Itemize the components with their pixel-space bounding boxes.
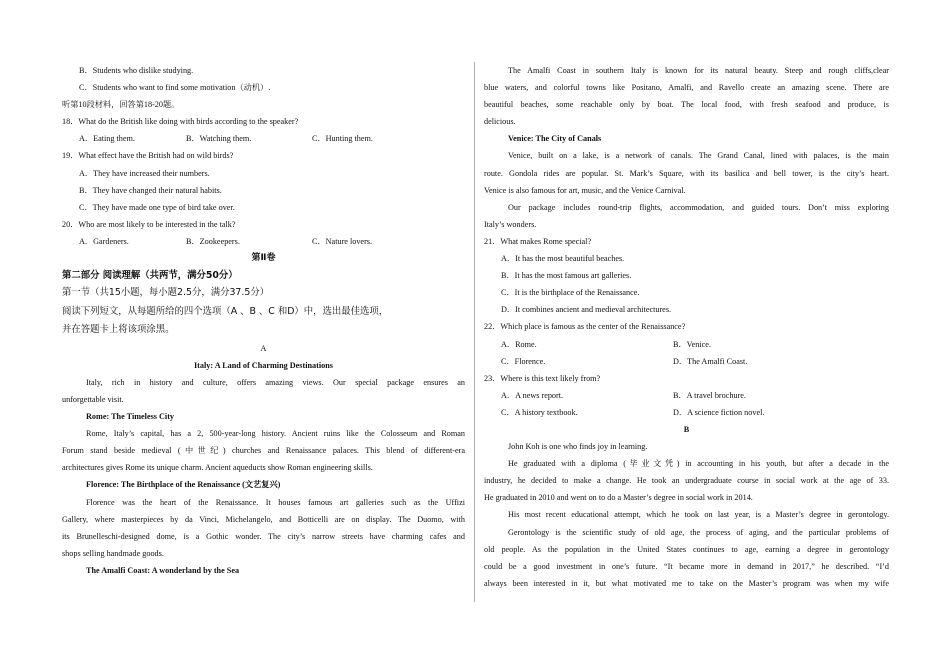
florence-line-1: Florence was the heart of the Renaissance. It houses famous art galleries such as the Uffizi — [86, 497, 465, 507]
passage-a-label: A — [260, 343, 267, 353]
rome-line-2: Forum stand beside medieval (中世纪) churches and Renaissance palaces. This blend of different-era — [62, 446, 465, 456]
q21-option-c: C．It is the birthplace of the Renaissance. — [501, 288, 640, 298]
q22-option-b: B．Venice. — [673, 339, 711, 349]
part-2-heading: 第二部分 阅读理解（共两节，满分50分） — [62, 270, 238, 282]
rome-line-3: architectures gives Rome its unique charm. Ancient aqueducts show Roman engineering skills. — [62, 463, 373, 473]
passage-b-line-3: industry, he decided to make a change. He took an undergraduate course in social work at the age of 33. — [484, 476, 889, 486]
rome-line-1: Rome, Italy’s capital, has a 2, 500-year-long history. Ancient ruins like the Colosseum and Roman — [86, 429, 465, 439]
passage-b-line-6: Gerontology is the scientific study of old age, the process of aging, and the particular problems of — [508, 527, 889, 537]
q19-stem: 19．What effect have the British had on wild birds? — [62, 151, 234, 161]
listening-10-instruction: 听第10段材料，回答第18-20题。 — [62, 100, 180, 110]
venice-line-3: Venice is also famous for art, music, and the Venice Carnival. — [484, 185, 686, 195]
q18-stem: 18．What do the British like doing with birds according to the speaker? — [62, 117, 299, 127]
q22-option-a: A．Rome. — [501, 339, 537, 349]
passage-b-line-7: old people. As the population in the United States continues to age, earning a degree in gerontology — [484, 544, 889, 554]
florence-line-4: shops selling handmade goods. — [62, 548, 164, 558]
q21-option-b: B．It has the most famous art galleries. — [501, 271, 632, 281]
florence-heading: Florence: The Birthplace of the Renaissance (文艺复兴) — [86, 480, 281, 490]
q21-stem: 21．What makes Rome special? — [484, 236, 592, 246]
q22-option-c: C．Florence. — [501, 356, 546, 366]
q19-option-b: B．They have changed their natural habits. — [79, 185, 222, 195]
q21-option-d: D．It combines ancient and medieval architectures. — [501, 305, 672, 315]
amalfi-heading: The Amalfi Coast: A wonderland by the Sea — [86, 565, 240, 575]
q23-option-c: C．A history textbook. — [501, 407, 578, 417]
venice-line-1: Venice, built on a lake, is a network of canals. The Grand Canal, lined with palaces, is the main — [508, 151, 889, 161]
passage-b-line-4: He graduated in 2010 and went on to do a Master’s degree in social work in 2014. — [484, 493, 753, 503]
q20-option-c: C．Nature lovers. — [312, 236, 373, 246]
q19-option-c: C．They have made one type of bird take over. — [79, 202, 235, 212]
florence-line-2: Gallery, where masterpieces by da Vinci, Michelangelo, and Botticelli are on display. The Duomo, with — [62, 514, 465, 524]
section-1-heading: 第一节（共15小题，每小题2.5分，满分37.5分） — [62, 287, 270, 299]
q20-option-b: B．Zookeepers. — [186, 236, 240, 246]
q23-option-a: A．A news report. — [501, 390, 564, 400]
q23-option-b: B．A travel brochure. — [673, 390, 746, 400]
venice-line-2: route. Gondola rides are popular. St. Mark’s Square, with its basilica and bell tower, is the city’s heart. — [484, 168, 889, 178]
column-divider — [474, 62, 475, 602]
q17-option-c: C．Students who want to find some motivation（动机）. — [79, 83, 271, 93]
q21-option-a: A．It has the most beautiful beaches. — [501, 254, 625, 264]
q18-option-c: C．Hunting them. — [312, 134, 373, 144]
instructions-line-2: 并在答题卡上将该项涂黑。 — [62, 324, 175, 336]
q18-options — [62, 130, 465, 147]
q18-option-b: B．Watching them. — [186, 134, 252, 144]
left-column — [62, 62, 465, 579]
florence-line-3: its Brunelleschi-designed dome, is a Gothic wonder. The city’s narrow streets have charming cafes and — [62, 531, 465, 541]
q17-option-b: B．Students who dislike studying. — [79, 66, 194, 75]
q23-option-d: D．A science fiction novel. — [673, 407, 765, 417]
package-line-2: Italy’s wonders. — [484, 219, 537, 229]
amalfi-line-1: The Amalfi Coast in southern Italy is known for its natural beauty. Steep and rough cliffs,clear — [508, 66, 889, 75]
q20-options — [62, 233, 465, 250]
q22-stem: 22．Which place is famous as the center of the Renaissance? — [484, 322, 686, 332]
amalfi-line-3: beautiful beaches, some reachable only by boat. The local food, with fresh seafood and produce, is — [484, 100, 889, 110]
passage-b-line-8: could be a good investment in one’s future. “It became more in demand in 2017,” he described. “I’d — [484, 561, 889, 571]
passage-b-label: B — [683, 424, 690, 434]
package-line-1: Our package includes round-trip flights, accommodation, and guided tours. Don’t miss exploring — [508, 202, 889, 212]
q18-option-a: A．Eating them. — [79, 134, 135, 144]
q23-stem: 23．Where is this text likely from? — [484, 373, 601, 383]
venice-heading: Venice: The City of Canals — [508, 134, 602, 144]
q23-options-cd — [484, 404, 889, 421]
q19-option-a: A．They have increased their numbers. — [79, 168, 210, 178]
passage-a-title: Italy: A Land of Charming Destinations — [194, 360, 333, 370]
passage-b-line-2: He graduated with a diploma (毕业文凭) in accounting in his youth, but after a decade in the — [508, 459, 889, 469]
right-column — [484, 62, 889, 592]
amalfi-line-4: delicious. — [484, 117, 516, 127]
passage-b-line-5: His most recent educational attempt, which he took on last year, is a Master’s degree in gerontology. — [508, 510, 889, 520]
volume-2-heading: 第Ⅱ卷 — [251, 253, 276, 264]
amalfi-line-2: blue waters, and colorful towns like Positano, Amalfi, and Ravello create an amazing scene. There are — [484, 83, 889, 93]
passage-b-line-9: always been interested in it, but what motivated me to take on the Master’s program was when my wife — [484, 578, 889, 588]
q22-options-ab — [484, 336, 889, 353]
q22-options-cd — [484, 353, 889, 370]
instructions-line-1: 阅读下列短文，从每题所给的四个选项（A 、B 、C 和D）中，选出最佳选项， — [62, 305, 389, 317]
rome-heading: Rome: The Timeless City — [86, 412, 175, 422]
intro-line-2: unforgettable visit. — [62, 395, 124, 404]
passage-b-line-1: John Koh is one who finds joy in learning. — [508, 442, 648, 452]
q20-option-a: A．Gardeners. — [79, 236, 129, 246]
q20-stem: 20．Who are most likely to be interested in the talk? — [62, 219, 236, 229]
q22-option-d: D．The Amalfi Coast. — [673, 356, 748, 366]
q23-options-ab — [484, 387, 889, 404]
intro-line-1: Italy, rich in history and culture, offers amazing views. Our special package ensures an — [86, 377, 465, 387]
